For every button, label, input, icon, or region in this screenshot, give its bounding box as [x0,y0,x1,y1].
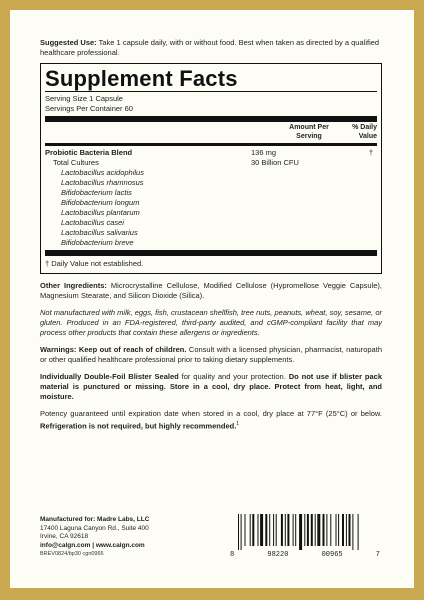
potency-text: Potency guaranteed until expiration date when stored in a cool, dry place at 77°F (25°C) or below. [40,409,382,418]
barcode-group-2: 00965 [321,551,343,559]
total-cultures-row [45,158,377,168]
warnings-label: Warnings: Keep out of reach of children. [40,345,187,354]
suggested-use-label: Suggested Use: [40,38,97,47]
suggested-use [40,38,382,58]
barcode-bar [265,514,267,546]
other-ingredients [40,281,382,301]
barcode-bar [250,514,251,546]
barcode-digits [230,551,380,559]
barcode-bar [238,514,239,550]
barcode-bar [330,514,331,546]
suggested-use-text: Take 1 capsule daily, with or without food. Best when taken as directed by a qualified healthcare professional. [40,38,380,57]
blend-amount: 136 mg [251,148,277,157]
strain-item: Lactobacillus casei [61,218,124,227]
warnings-text: Consult with a licensed physician, pharmacist, naturopath or other qualified healthcare professional prior to taking dietary supplements. [40,345,382,364]
barcode-bar [276,514,277,546]
warnings [40,345,382,365]
barcode-bar [245,514,246,546]
barcode-digit-first: 8 [230,551,235,559]
barcode-bar [352,514,353,550]
barcode-bar [273,514,274,546]
blister-bold-lead: Individually Double-Foil Blister Sealed [40,372,179,381]
potency-footnote-mark: 1 [236,421,240,427]
barcode-bar [311,514,313,546]
barcode-bar [346,514,347,546]
barcode-bars [230,514,380,550]
other-ingredients-label: Other Ingredients: [40,281,107,290]
barcode-bar [258,514,259,546]
barcode-bar [358,514,359,550]
barcode-bar [307,514,309,546]
other-ingredients-text: Microcrystalline Cellulose, Modified Cellulose (Hypromellose Veggie Capsule), Magnesium Stearate, and Silicon Dioxide (Silica). [40,281,383,300]
blister-bold-storage: Do not use if blister pack material is punctured or missing. Store in a cool, dry place. Protect from heat, light, and moisture. [40,372,382,401]
strain-item: Bifidobacterium longum [61,198,140,207]
blend-row [45,146,377,158]
strain-item: Bifidobacterium lactis [61,188,132,197]
amount-per-serving-header: Amount Per Serving [289,124,329,140]
barcode-bar [252,514,254,546]
manufacturer-label: Manufactured for: Madre Labs, LLC [40,516,150,523]
blend-daily-value: † [368,148,373,157]
daily-value-header: % Daily Value [352,124,377,140]
supplement-facts-panel [40,63,382,274]
barcode-bar [241,514,242,550]
barcode-bar [293,514,294,546]
barcode-bar [342,514,344,546]
potency-bold: Refrigeration is not required, but highly recommended. [40,421,237,431]
column-headers [45,122,377,143]
barcode-bar [299,514,302,550]
address-line-1: 17400 Laguna Canyon Rd., Suite 400 [40,524,149,532]
barcode-bar [336,514,337,546]
blister-statement [40,372,382,402]
barcode-bar [269,514,270,546]
barcode-bar [326,514,327,546]
serving-info [45,92,377,116]
total-cultures-name: Total Cultures [53,158,99,167]
potency-statement [40,409,382,432]
address-line-2: Irvine, CA 92618 [40,533,89,540]
barcode [230,514,380,560]
contact-info: info@calgn.com | www.calgn.com [40,541,145,549]
strain-item: Lactobacillus acidophilus [61,168,144,177]
strain-item: Lactobacillus rhamnosus [61,178,144,187]
barcode-bar [281,514,283,546]
barcode-bar [285,514,286,546]
serving-size: Serving Size 1 Capsule [45,94,123,103]
barcode-bar [287,514,289,546]
strain-item: Lactobacillus plantarum [61,208,140,217]
strain-list [45,168,377,250]
barcode-bar [338,514,339,546]
barcode-bar [349,514,351,546]
barcode-bar [317,514,320,546]
allergen-statement: Not manufactured with milk, eggs, fish, crustacean shellfish, tree nuts, peanuts, wheat, soy, sesame, or gluten. Produced in an FDA-registered, third-party audited, and cGMP-compliant facility that may process other products that contain these allergens or ingredients. [40,308,382,337]
barcode-digit-last: 7 [375,551,380,559]
daily-value-footnote: † Daily Value not established. [45,259,144,268]
strain-item: Bifidobacterium breve [61,238,134,247]
supplement-facts-title: Supplement Facts [45,66,238,91]
barcode-bar [323,514,325,546]
blend-name: Probiotic Bacteria Blend [45,148,133,157]
barcode-bar [295,514,296,546]
barcode-bar [315,514,316,546]
total-cultures-amount: 30 Billion CFU [251,158,299,167]
servings-per-container: Servings Per Container 60 [45,104,133,113]
label-content [40,38,382,432]
barcode-bar [260,514,263,546]
blister-text: for quality and your protection. [178,372,289,381]
barcode-group-1: 98220 [267,551,289,559]
strain-item: Lactobacillus salivarius [61,228,138,237]
product-code: BREV0824/bp30 cgn0965 [40,551,104,557]
barcode-bar [304,514,305,546]
